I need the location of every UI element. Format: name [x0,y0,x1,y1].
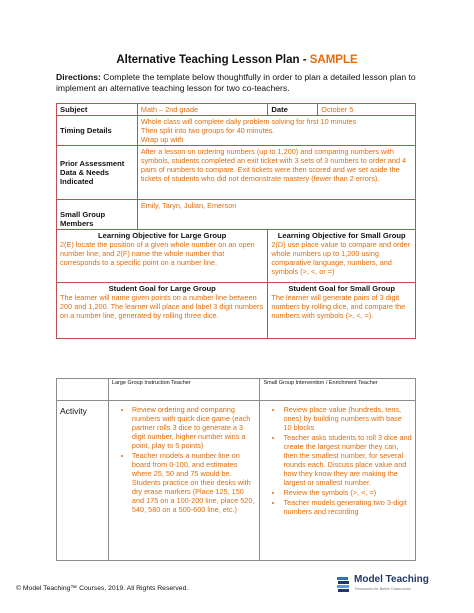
timing-details[interactable] [137,116,415,146]
lo-small-cell[interactable] [268,230,416,283]
members-value[interactable]: Emily, Taryn, Julian, Emerson [137,200,415,230]
timing-line: Then split into two groups for 40 minutes. [140,126,275,135]
logo-tagline: Resources for Better Classrooms [355,587,411,591]
members-label: Small Group Members [57,200,138,230]
timing-line: Whole class will complete daily problem solving for first 10 minutes [140,117,357,126]
goal-large-cell[interactable] [57,283,268,339]
title-sample: SAMPLE [309,54,358,66]
subject-value[interactable]: Math – 2nd grade [137,104,268,116]
book-stack-icon [336,575,352,595]
copyright-footer: © Model Teaching™ Courses, 2019. All Rights Reserved. [16,585,189,592]
activity-table [56,378,416,561]
date-label: Date [268,104,318,116]
activity-label: Activity [57,401,109,561]
timing-line: Wrap up with [140,135,184,144]
directions-text: Complete the template below thoughtfully in order to plan a detailed lesson plan to implement an alternative teaching lesson for two co-teachers. [56,72,416,93]
subject-label: Subject [57,104,138,116]
list-item: • Teacher models a number line on board from 0-100, and estimates where 25, 50 and 75 would be. Students practice on their desks with dry erase markers (Place 125, 150 and 175 on a 100-200 line, place 520, 540, 580 on a 500-600 line, etc.) [132,451,257,514]
directions-label: Directions: [56,72,101,82]
lo-large-text: 2(E) locate the position of a given whole number on an open number line; and 2(F) name the whole number that corresponds to a specific point on a number line. [60,240,255,267]
timing-label: Timing Details [57,116,138,146]
lo-small-heading: Learning Objective for Small Group [277,231,406,240]
lo-small-text: 2(D) use place value to compare and order whole numbers up to 1,200 using comparative language, numbers, and symbols (>, <, or =) [271,240,411,276]
large-group-teacher-heading: Large Group Instruction Teacher [108,379,260,401]
list-item: • Review place value (hundreds, tens, ones) by building numbers with base 10 blocks [283,405,412,432]
list-item: • Review ordering and comparing numbers with quick dice game (each partner rolls 3 dice to generate a 3 digit number, higher number wins a point, play to 5 points) [132,405,257,450]
prior-assessment-text[interactable]: After a lesson on ordering numbers (up to 1,200) and comparing numbers with symbols, students completed an exit ticket with 3 sets of 3 numbers to order and 4 pairs of numbers to compare. Exit tickets were then scored and we set aside the tickets of students who did not demonstrate mastery (fewer than 2 errors). [137,146,415,200]
goal-large-text: The learner will name given points on a number line between 200 and 1,200. The learner will place and label 3 digit numbers on a number line, generated by rolling three dice. [60,293,264,320]
goal-small-cell[interactable] [268,283,416,339]
goal-small-text: The learner will generate pairs of 3 digit numbers by rolling dice, and compare the numbers with symbols (>, <, =). [271,293,406,320]
prior-assessment-label: Prior Assessment Data & Needs Indicated [57,146,138,200]
title-text: Alternative Teaching Lesson Plan - [116,54,310,66]
date-value[interactable]: October 5 [318,104,416,116]
logo-name: Model Teaching [354,574,429,585]
page-title [0,54,474,66]
model-teaching-logo[interactable] [336,570,456,600]
lo-large-cell[interactable] [57,230,268,283]
goal-small-heading: Student Goal for Small Group [288,284,396,293]
list-item: • Review the symbols (>, <, =) [283,488,412,497]
small-group-activities[interactable] [260,401,416,561]
directions [56,72,428,94]
list-item: • Teacher asks students to roll 3 dice and create the largest number they can, then the smallest number, for several rounds each. Discuss place value and how they know they are making the largest or smallest number. [283,433,412,487]
large-group-activities[interactable] [108,401,260,561]
activity-corner [57,379,109,401]
small-group-teacher-heading: Small Group Intervention / Enrichment Teacher [260,379,416,401]
list-item: • Teacher models generating two 3-digit numbers and recording [283,498,412,516]
goal-large-heading: Student Goal for Large Group [108,284,216,293]
lo-large-heading: Learning Objective for Large Group [98,231,227,240]
lesson-plan-table [56,103,416,339]
